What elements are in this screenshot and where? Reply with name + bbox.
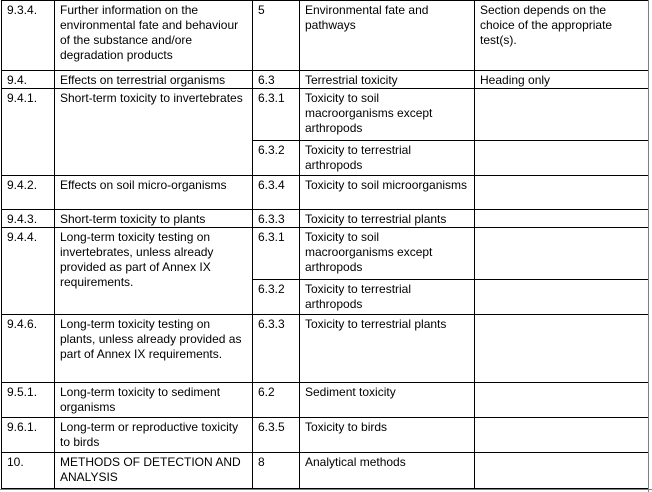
requirement-number: 9.6.1. [2,418,55,453]
section-number: 6.2 [253,383,300,418]
requirement-description: Long-term toxicity testing on invertebrates, unless already provided as part of Annex IX requirements. [55,228,253,315]
frame-edge-right [648,0,649,492]
remark [475,228,649,280]
requirement-description: Effects on soil micro-organisms [55,176,253,210]
section-title: Toxicity to soil microorganisms [300,176,475,210]
requirement-number: 9.4.2. [2,176,55,210]
remark [475,210,649,228]
requirement-number: 9.3.4. [2,1,55,71]
requirements-table [1,0,649,489]
section-title: Toxicity to birds [300,418,475,453]
table-row [2,453,649,489]
table-row [2,228,649,280]
section-title: Toxicity to terrestrial plants [300,315,475,383]
requirement-description: Long-term or reproductive toxicity to birds [55,418,253,453]
requirement-description: METHODS OF DETECTION AND ANALYSIS [55,453,253,489]
remark [475,383,649,418]
remark: Section depends on the choice of the appropriate test(s). [475,1,649,71]
requirement-number: 9.4.4. [2,228,55,315]
remark: Heading only [475,71,649,89]
requirement-description: Effects on terrestrial organisms [55,71,253,89]
requirement-number: 9.4.6. [2,315,55,383]
frame-edge-bottom [0,489,652,490]
remark [475,280,649,315]
section-number: 6.3.3 [253,210,300,228]
section-number: 6.3.1 [253,228,300,280]
section-title: Terrestrial toxicity [300,71,475,89]
section-number: 6.3.5 [253,418,300,453]
section-number: 6.3.2 [253,141,300,176]
remark [475,453,649,489]
requirement-number: 9.4.3. [2,210,55,228]
section-number: 6.3.3 [253,315,300,383]
section-title: Toxicity to terrestrial plants [300,210,475,228]
remark [475,418,649,453]
remark [475,141,649,176]
requirement-number: 9.4.1. [2,89,55,176]
section-number: 5 [253,1,300,71]
remark [475,89,649,141]
table-row [2,89,649,141]
requirement-number: 9.4. [2,71,55,89]
section-title: Toxicity to soil macroorganisms except arthropods [300,228,475,280]
table-row [2,210,649,228]
table-row [2,418,649,453]
section-number: 6.3 [253,71,300,89]
section-number: 6.3.1 [253,89,300,141]
section-title: Environmental fate and pathways [300,1,475,71]
table-row [2,315,649,383]
requirement-description: Long-term toxicity to sediment organisms [55,383,253,418]
section-number: 6.3.4 [253,176,300,210]
requirement-description: Long-term toxicity testing on plants, unless already provided as part of Annex IX requirements. [55,315,253,383]
remark [475,176,649,210]
section-title: Sediment toxicity [300,383,475,418]
section-number: 8 [253,453,300,489]
requirement-description: Short-term toxicity to plants [55,210,253,228]
remark [475,315,649,383]
section-title: Toxicity to terrestrial arthropods [300,141,475,176]
section-title: Analytical methods [300,453,475,489]
table-row [2,71,649,89]
requirement-number: 9.5.1. [2,383,55,418]
section-title: Toxicity to terrestrial arthropods [300,280,475,315]
section-title: Toxicity to soil macroorganisms except arthropods [300,89,475,141]
requirement-description: Further information on the environmental fate and behaviour of the substance and/ore degradation products [55,1,253,71]
requirement-description: Short-term toxicity to invertebrates [55,89,253,176]
section-number: 6.3.2 [253,280,300,315]
table-row [2,176,649,210]
table-row [2,383,649,418]
requirement-number: 10. [2,453,55,489]
table-row [2,1,649,71]
